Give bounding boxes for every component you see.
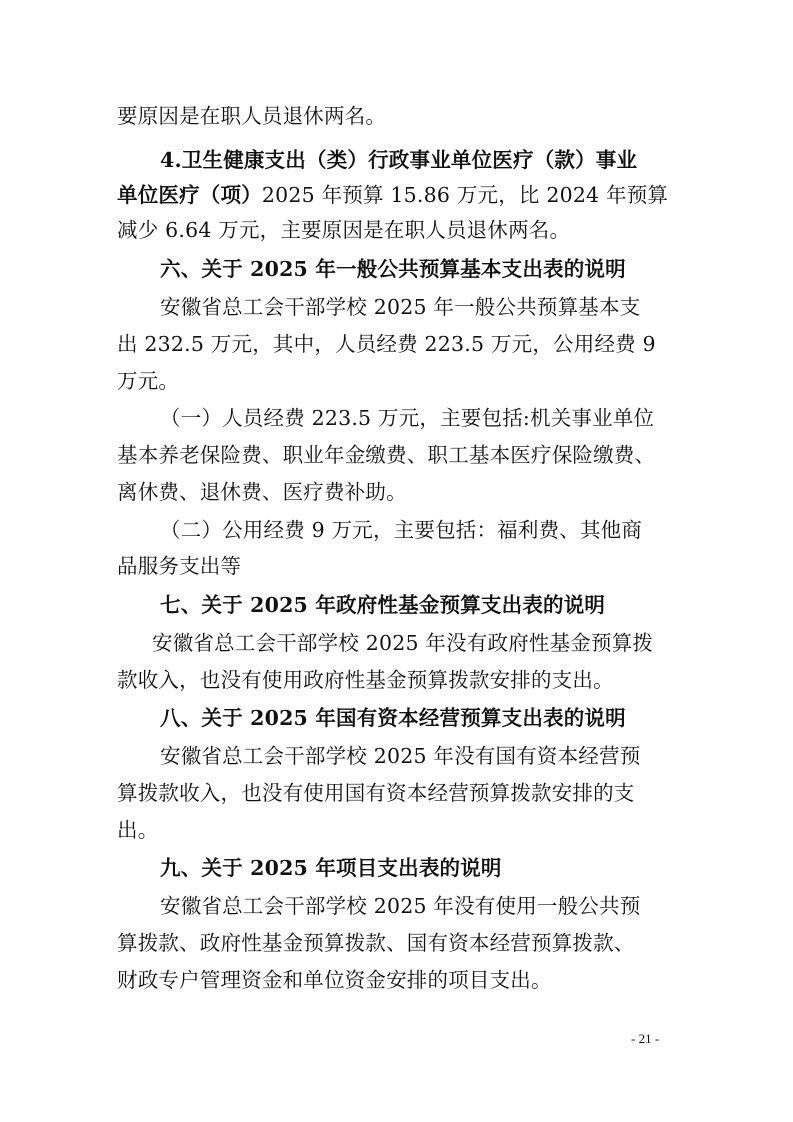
paragraph-line: 算拨款、政府性基金预算拨款、国有资本经营预算拨款、	[117, 931, 635, 955]
section-heading: 4.卫生健康支出（类）行政事业单位医疗（款）事业	[160, 148, 638, 172]
paragraph-line: 减少 6.64 万元，主要原因是在职人员退休两名。	[117, 218, 571, 242]
section-heading: 六、关于 2025 年一般公共预算基本支出表的说明	[160, 257, 626, 281]
section-heading: 八、关于 2025 年国有资本经营预算支出表的说明	[160, 706, 626, 730]
paragraph-line	[117, 182, 677, 209]
paragraph-line: 安徽省总工会干部学校 2025 年没有国有资本经营预	[160, 744, 641, 768]
paragraph-line: （二）公用经费 9 万元，主要包括：福利费、其他商	[160, 518, 643, 542]
paragraph-line: 安徽省总工会干部学校 2025 年一般公共预算基本支	[160, 295, 641, 319]
paragraph-line: 要原因是在职人员退休两名。	[117, 104, 387, 128]
heading-fragment: 单位医疗（项）	[117, 183, 262, 207]
paragraph-line: 离休费、退休费、医疗费补助。	[117, 480, 407, 504]
page-number: - 21 -	[631, 1031, 660, 1046]
paragraph-line: （一）人员经费 223.5 万元，主要包括:机关事业单位	[160, 406, 655, 430]
section-heading: 九、关于 2025 年项目支出表的说明	[160, 856, 502, 880]
paragraph-line: 款收入，也没有使用政府性基金预算拨款安排的支出。	[117, 668, 614, 692]
section-heading: 七、关于 2025 年政府性基金预算支出表的说明	[160, 593, 606, 617]
paragraph-line: 财政专户管理资金和单位资金安排的项目支出。	[117, 968, 552, 992]
paragraph-line: 出 232.5 万元，其中，人员经费 223.5 万元，公用经费 9	[117, 332, 656, 356]
paragraph-line: 品服务支出等	[117, 554, 242, 578]
paragraph-line: 出。	[117, 818, 159, 842]
paragraph-line: 安徽省总工会干部学校 2025 年没有使用一般公共预	[160, 894, 641, 918]
paragraph-line: 基本养老保险费、职业年金缴费、职工基本医疗保险缴费、	[117, 443, 656, 467]
paragraph-line: 万元。	[117, 369, 180, 393]
paragraph-fragment: 2025 年预算 15.86 万元，比 2024 年预算	[261, 183, 669, 207]
paragraph-line: 安徽省总工会干部学校 2025 年没有政府性基金预算拨	[152, 631, 654, 655]
paragraph-line: 算拨款收入，也没有使用国有资本经营预算拨款安排的支	[117, 781, 635, 805]
